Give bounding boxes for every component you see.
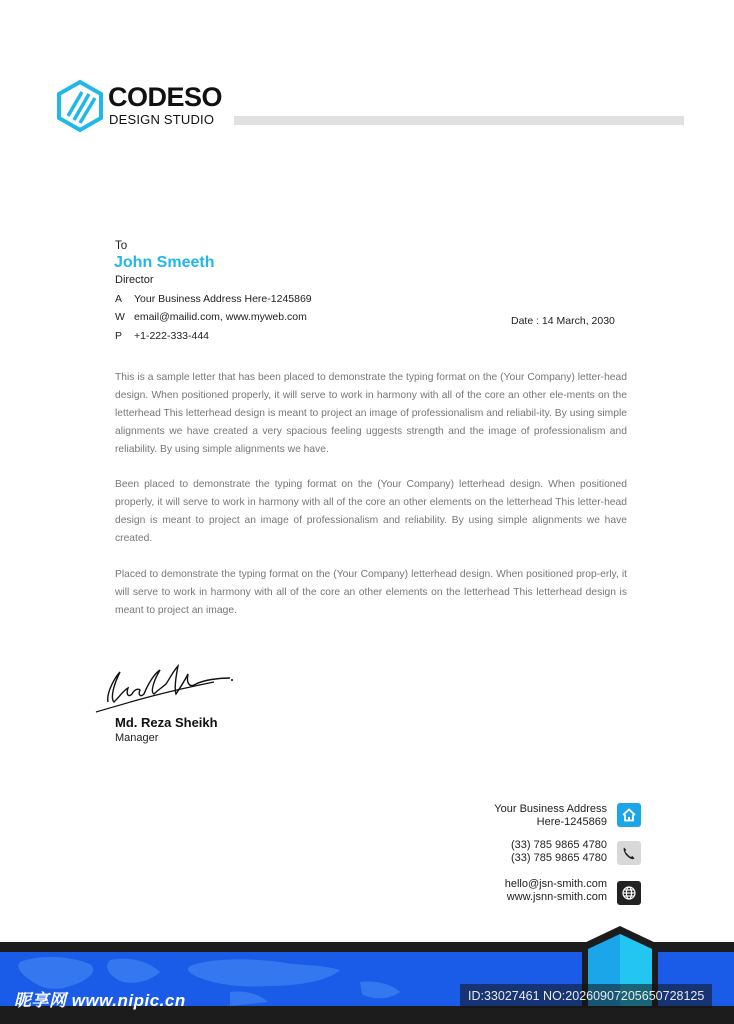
recipient-address-row <box>115 293 312 305</box>
phone-key: P <box>115 330 123 342</box>
contact-website: www.jsnn-smith.com <box>506 891 607 903</box>
signatory-name: Md. Reza Sheikh <box>115 715 218 730</box>
recipient-address: Your Business Address Here-1245869 <box>134 293 312 305</box>
recipient-title: Director <box>115 274 154 286</box>
contact-phones <box>511 839 607 865</box>
home-icon <box>617 803 641 827</box>
body-paragraph-2: Been placed to demonstrate the typing format on the (Your Company) letterhead design. When positioned properly, it will serve to work in harmony with all of the core an other elements on the letterhead This letter-head design is meant to project an image of professionalism and reliability. By using simple alignments we have created. <box>115 479 627 544</box>
brand-name: CODESO <box>108 82 223 112</box>
watermark-right: ID:33027461 NO:20260907205650728125 <box>460 984 712 1008</box>
recipient-name: John Smeeth <box>114 254 215 271</box>
contact-address-line1: Your Business Address <box>494 803 607 815</box>
contact-phone-line2: (33) 785 9865 4780 <box>510 852 607 864</box>
signatory-role: Manager <box>115 732 159 744</box>
web-key: W <box>115 311 125 323</box>
phone-icon <box>617 841 641 865</box>
globe-icon <box>617 881 641 905</box>
signature-image <box>94 654 234 716</box>
address-key: A <box>115 293 123 305</box>
letter-date: Date : 14 March, 2030 <box>511 315 615 327</box>
recipient-phone: +1-222-333-444 <box>134 330 210 342</box>
recipient-phone-row <box>115 330 209 342</box>
contact-address <box>494 803 607 829</box>
contact-phone-line1: (33) 785 9865 4780 <box>510 839 607 851</box>
contact-email: hello@jsn-smith.com <box>504 878 607 890</box>
contact-online <box>505 878 607 904</box>
recipient-web-row <box>115 311 307 323</box>
contact-address-line2: Here-1245869 <box>536 816 607 828</box>
brand-tagline: DESIGN STUDIO <box>109 112 215 127</box>
body-paragraph-3: Placed to demonstrate the typing format on the (Your Company) letterhead design. When positioned prop-erly, it will serve to work in harmony with all of the core an other elements on the letterhead This letterhead design is meant to project an image. <box>115 569 627 616</box>
watermark-left: 昵享网 www.nipic.cn <box>14 991 186 1010</box>
recipient-web: email@mailid.com, www.myweb.com <box>134 311 307 323</box>
logo-icon <box>56 80 104 132</box>
to-label: To <box>115 240 128 252</box>
body-paragraph-1: This is a sample letter that has been placed to demonstrate the typing format on the (Your Company) letter-head design. When positioned properly, it will serve to work in harmony with all of the core an other ele-ments on the letterhead This letterhead design is meant to project an image of professionalism and reliabil-ity. By using simple alignments we have created a very spacious feeling uggests strength and the image of professionalism and reliability. By using simple alignments we have. <box>115 372 627 455</box>
header-divider <box>234 116 684 125</box>
